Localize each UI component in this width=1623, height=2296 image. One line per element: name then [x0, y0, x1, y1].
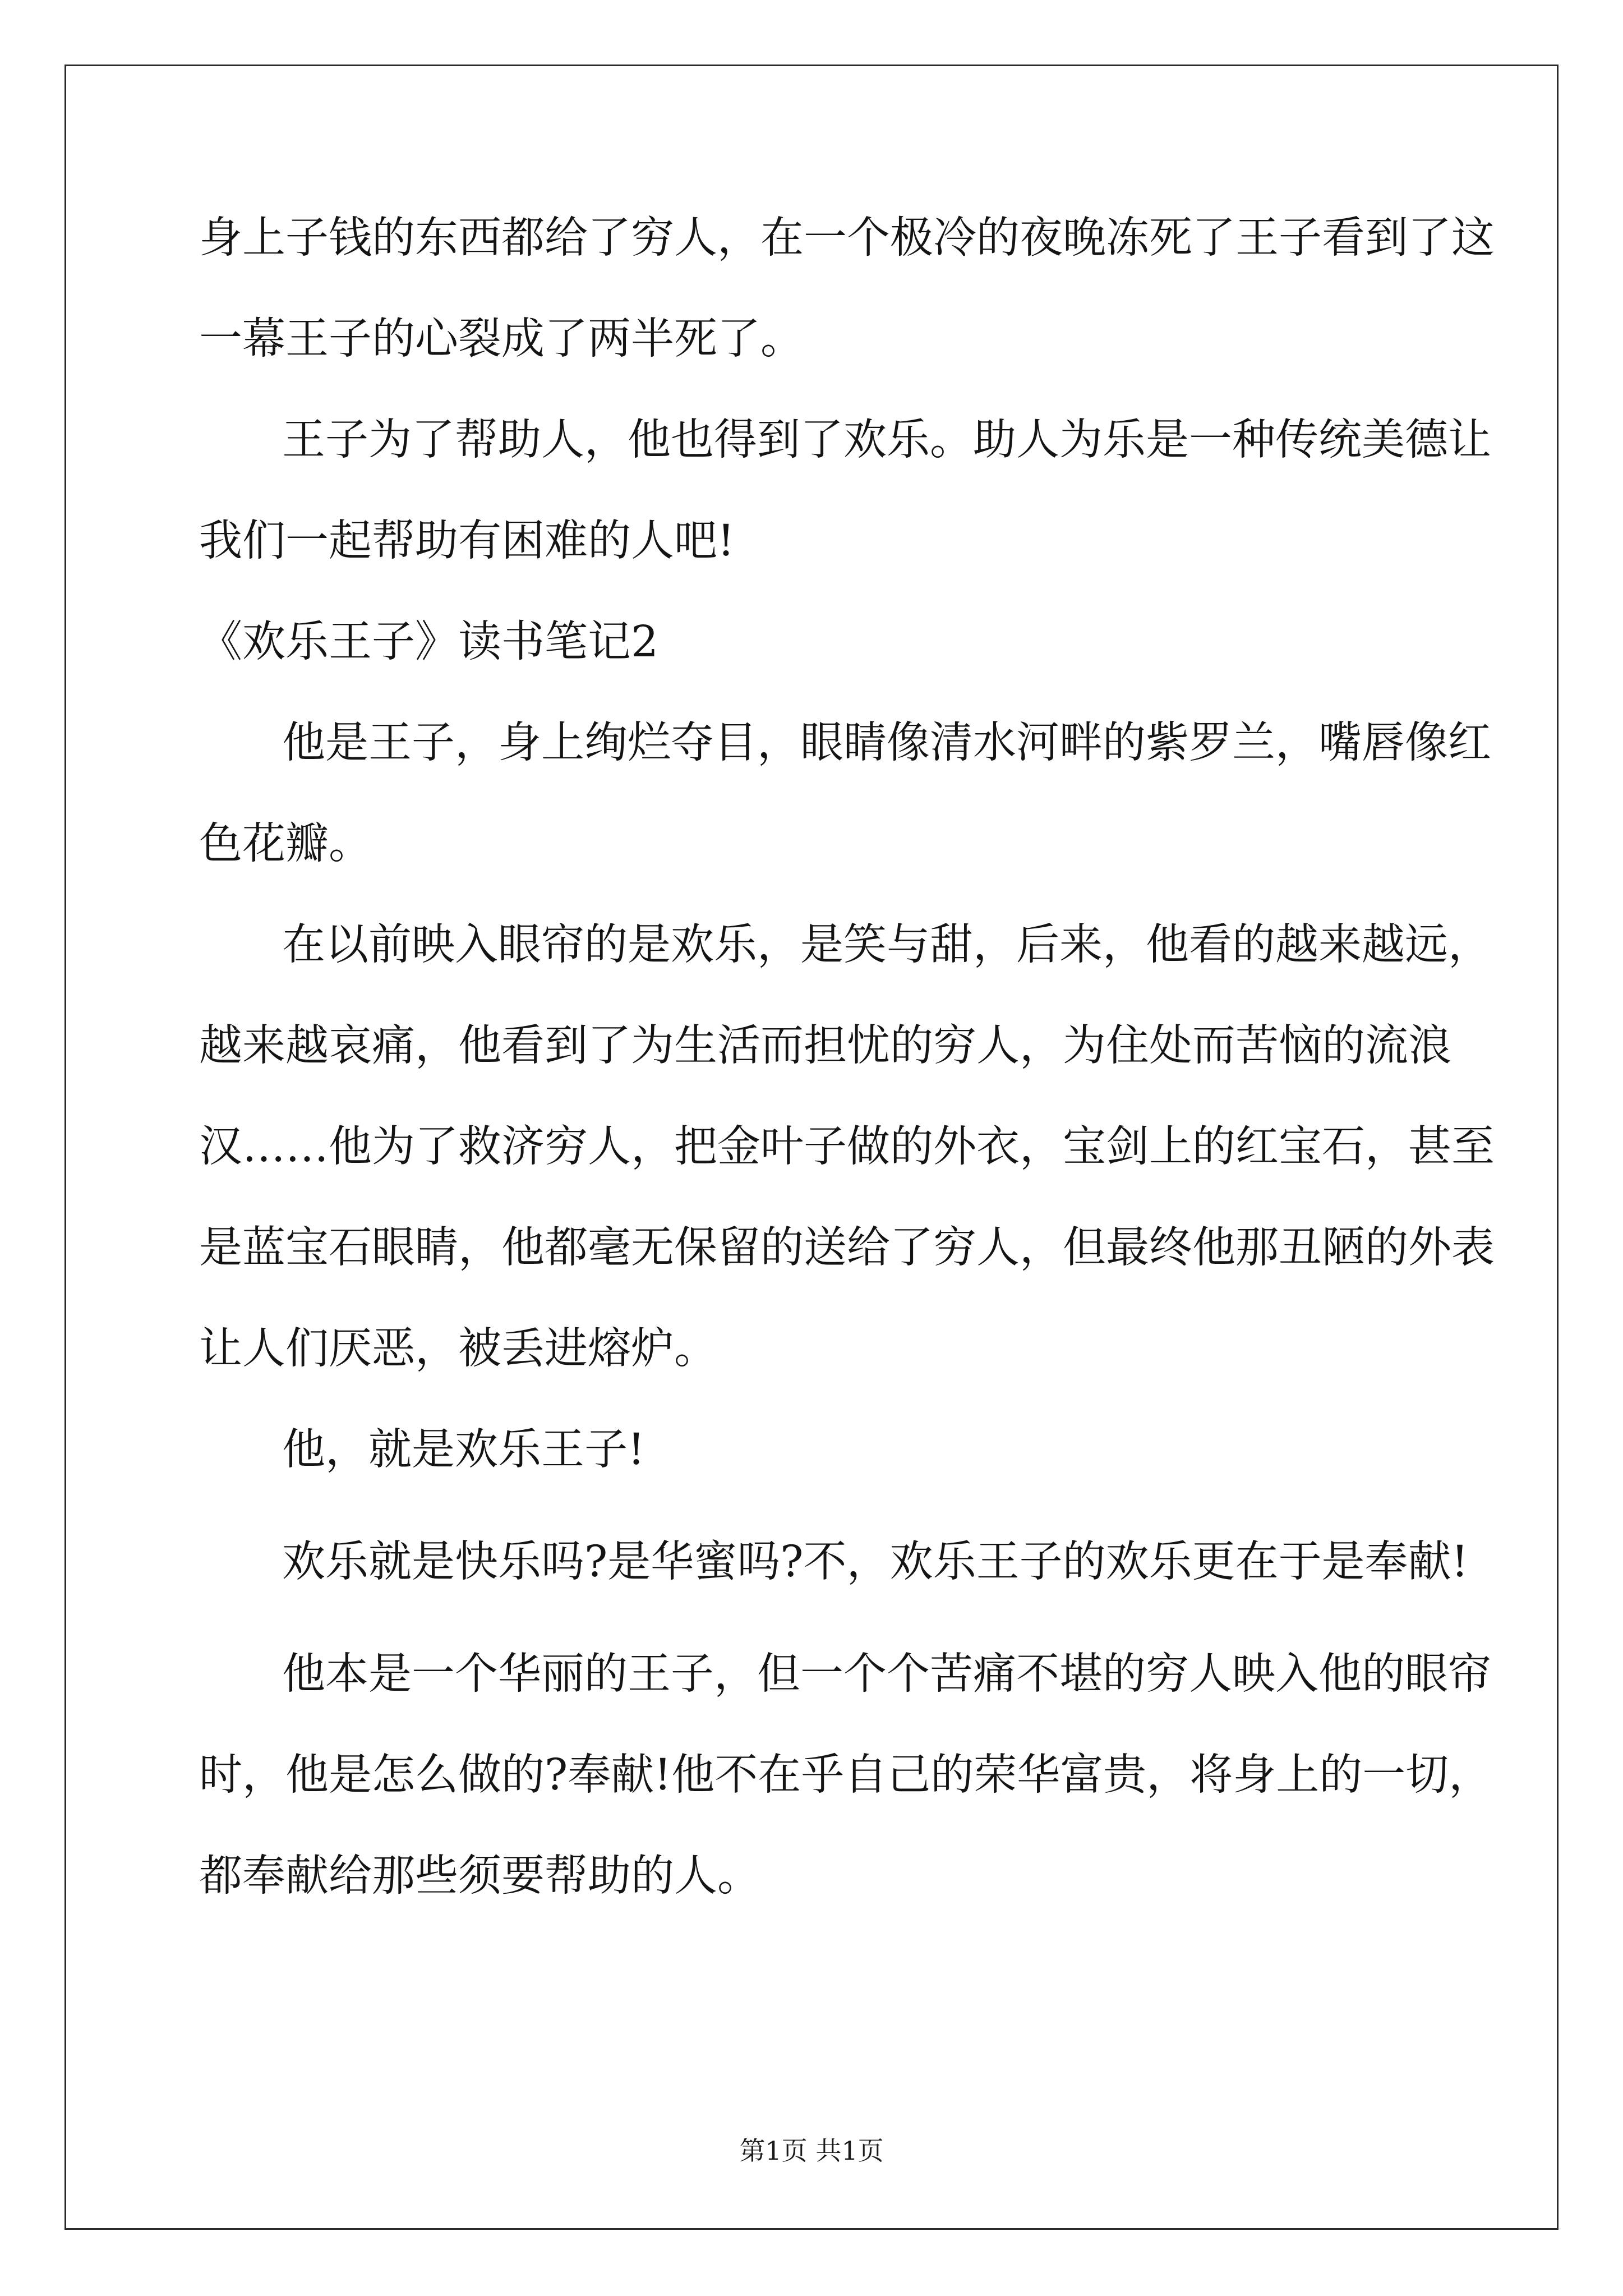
text-line: 一幕王子的心裂成了两半死了。 [199, 314, 804, 364]
paragraph [199, 1646, 1492, 1949]
text-line: 在以前映入眼帘的是欢乐，是笑与甜，后来，他看的越来越远， [282, 920, 1491, 970]
paragraph [199, 917, 1495, 1422]
paragraph [199, 412, 1491, 614]
section-heading [199, 614, 1433, 715]
page-number: 第1页 [739, 2136, 808, 2166]
text-line: 都奉献给那些须要帮助的人。 [199, 1851, 760, 1901]
text-line: 是蓝宝石眼睛，他都毫无保留的送给了穷人，但最终他那丑陋的外表 [199, 1223, 1495, 1273]
paragraph [199, 715, 1491, 917]
paragraph [199, 1534, 1469, 1646]
heading-text: 《欢乐王子》读书笔记2 [199, 617, 658, 667]
text-line: 我们一起帮助有困难的人吧! [199, 516, 735, 566]
text-line: 色花瓣。 [199, 819, 372, 869]
text-line: 身上子钱的东西都给了穷人，在一个极冷的夜晚冻死了王子看到了这 [199, 213, 1495, 263]
paragraph [199, 1422, 1433, 1534]
document-body [199, 210, 1495, 1949]
paragraph [199, 210, 1495, 412]
page-footer [0, 2131, 1623, 2168]
text-line: 王子为了帮助人，他也得到了欢乐。助人为乐是一种传统美德让 [282, 415, 1491, 465]
text-line: 让人们厌恶，被丢进熔炉。 [199, 1324, 717, 1374]
text-line: 汉……他为了救济穷人，把金叶子做的外衣，宝剑上的红宝石，甚至 [199, 1122, 1495, 1172]
text-line: 越来越哀痛，他看到了为生活而担忧的穷人，为住处而苦恼的流浪 [199, 1021, 1451, 1071]
text-line: 时，他是怎么做的?奉献!他不在乎自己的荣华富贵，将身上的一切， [199, 1750, 1492, 1800]
text-line: 他，就是欢乐王子! [282, 1425, 645, 1475]
text-line: 欢乐就是快乐吗?是华蜜吗?不，欢乐王子的欢乐更在于是奉献! [282, 1537, 1469, 1587]
page-total: 共1页 [815, 2136, 884, 2166]
text-line: 他本是一个华丽的王子，但一个个苦痛不堪的穷人映入他的眼帘 [282, 1649, 1491, 1699]
text-line: 他是王子，身上绚烂夺目，眼睛像清水河畔的紫罗兰，嘴唇像红 [282, 718, 1491, 768]
